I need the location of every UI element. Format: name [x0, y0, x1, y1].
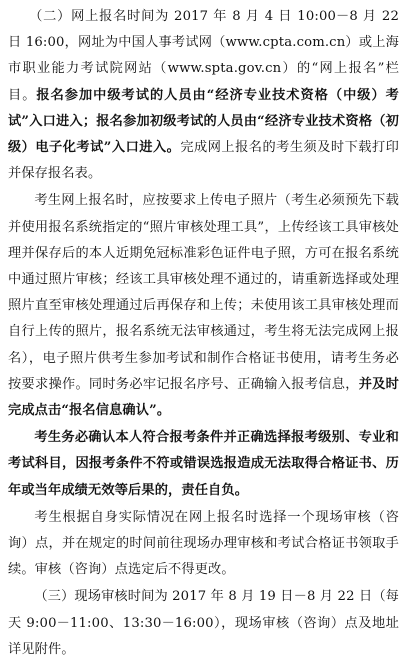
eligibility-confirm-paragraph	[8, 425, 399, 504]
section-three-text: （三）现场审核时间为 2017 年 8 月 19 日－8 月 22 日（每天 9:00－11:00、13:30－16:00），现场审核（咨询）点及地址详见附件。	[8, 589, 399, 657]
section-two-entry-instructions: 报名参加中级考试的人员由“经济专业技术资格（中级）考试”入口进入；报名参加初级考试的人员由“经济专业技术资格（初级）电子化考试”入口进入。	[8, 87, 399, 156]
section-two-paragraph	[8, 4, 399, 187]
section-two-tail: 完成网上报名的考生须及时下载打印并保存报名表。	[8, 140, 399, 182]
photo-upload-paragraph	[8, 188, 399, 424]
photo-upload-text: 考生网上报名时，应按要求上传电子照片（考生必须预先下载并使用报名系统指定的“照片审核处理工具”，上传经该工具审核处理并保存后的本人近期免冠标准彩色证件电子照，方可在报名系统中通过照片审核；经该工具审核处理不通过的，请重新选择或处理照片直至审核处理通过后再保存和上传；未使用该工具审核处理而自行上传的照片，报名系统无法审核通过，考生将无法完成网上报名），电子照片供考生参加考试和制作合格证书使用，请考生务必按要求操作。同时务必牢记报名序号、正确输入报考信息，	[8, 193, 399, 392]
review-point-paragraph	[8, 505, 399, 584]
review-point-text: 考生根据自身实际情况在网上报名时选择一个现场审核（咨询）点，并在规定的时间前往现场办理审核和考试合格证书领取手续。审核（咨询）点选定后不得更改。	[8, 509, 399, 578]
section-three-paragraph	[8, 584, 399, 663]
photo-upload-confirm-note: 并及时完成点击“报名信息确认”。	[8, 376, 400, 419]
section-two-lead: （二）网上报名时间为 2017 年 8 月 4 日 10:00－8 月 22 日 16:00，网址为中国人事考试网（www.cpta.com.cn）或上海市职业能力考试院网站（www.spta.gov.cn）的“网上报名”栏目。	[8, 9, 399, 103]
eligibility-confirm-text: 考生务必确认本人符合报考条件并正确选择报考级别、专业和考试科目，因报考条件不符或错误选报造成无法取得合格证书、历年或当年成绩无效等后果的，责任自负。	[8, 430, 399, 498]
